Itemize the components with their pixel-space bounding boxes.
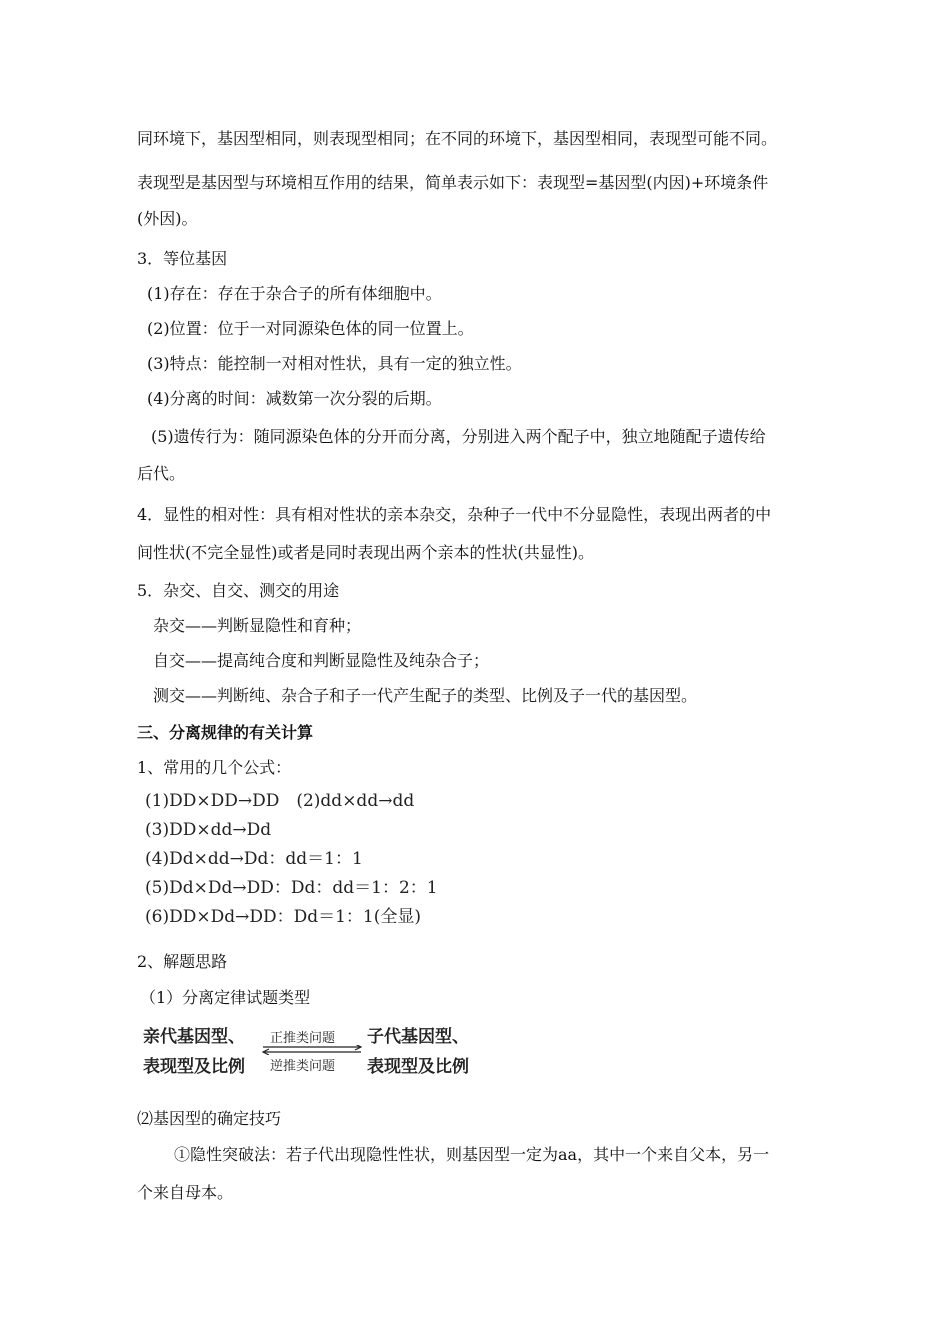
formula-1: (1)DD×DD→DD (2)dd×dd→dd: [145, 791, 415, 811]
heading-cross-uses: 5．杂交、自交、测交的用途: [137, 581, 340, 600]
cross-use-1: 杂交——判断显隐性和育种；: [153, 616, 362, 635]
allele-item-5a: (5)遗传行为：随同源染色体的分开而分离，分别进入两个配子中，独立地随配子遗传给: [151, 427, 766, 446]
inference-diagram: [143, 1018, 483, 1080]
formula-5: (6)DD×Dd→DD：Dd＝1：1(全显): [145, 907, 422, 927]
diagram-arrow-top-label: 正推类问题: [270, 1031, 336, 1046]
para-env-2: 表现型是基因型与环境相互作用的结果，简单表示如下：表现型=基因型(内因)+环境条件: [137, 173, 769, 192]
formula-3: (4)Dd×dd→Dd：dd＝1：1: [145, 849, 363, 869]
section-title: 三、分离规律的有关计算: [137, 723, 314, 742]
dominance-para-2: 间性状(不完全显性)或者是同时表现出两个亲本的性状(共显性)。: [137, 543, 594, 562]
para-env-1: 同环境下，基因型相同，则表现型相同；在不同的环境下，基因型相同，表现型可能不同。: [137, 129, 778, 148]
tip-recessive-2: 个来自母本。: [137, 1183, 234, 1202]
tip-recessive-1: ①隐性突破法：若子代出现隐性性状，则基因型一定为aa，其中一个来自父本，另一: [174, 1145, 770, 1164]
formula-2: (3)DD×dd→Dd: [145, 820, 272, 840]
double-arrow-icon: [261, 1045, 365, 1055]
allele-item-3: (3)特点：能控制一对相对性状，具有一定的独立性。: [147, 354, 522, 373]
allele-item-4: (4)分离的时间：减数第一次分裂的后期。: [147, 389, 442, 408]
diagram-right-top: 子代基因型、: [367, 1027, 469, 1047]
formula-4: (5)Dd×Dd→DD：Dd：dd＝1：2：1: [145, 878, 438, 898]
diagram-arrow-bottom-label: 逆推类问题: [270, 1059, 336, 1074]
diagram-left-bottom: 表现型及比例: [143, 1057, 245, 1077]
cross-use-3: 测交——判断纯、杂合子和子一代产生配子的类型、比例及子一代的基因型。: [153, 686, 698, 705]
sub-heading-approach: 2、解题思路: [137, 952, 228, 971]
dominance-para-1: 4．显性的相对性：具有相对性状的亲本杂交，杂种子一代中不分显隐性，表现出两者的中: [137, 505, 772, 524]
allele-item-1: (1)存在：存在于杂合子的所有体细胞中。: [147, 284, 442, 303]
cross-use-2: 自交——提高纯合度和判断显隐性及纯杂合子；: [153, 651, 490, 670]
sub-heading-formulas: 1、常用的几个公式：: [137, 758, 292, 777]
allele-item-2: (2)位置：位于一对同源染色体的同一位置上。: [147, 319, 474, 338]
approach-item-2: ⑵基因型的确定技巧: [137, 1109, 282, 1128]
para-env-3: (外因)。: [137, 209, 198, 228]
diagram-right-bottom: 表现型及比例: [367, 1057, 469, 1077]
heading-allele: 3．等位基因: [137, 249, 228, 268]
allele-item-5b: 后代。: [137, 464, 186, 483]
diagram-left-top: 亲代基因型、: [143, 1027, 245, 1047]
approach-item-1: （1）分离定律试题类型: [140, 988, 311, 1007]
